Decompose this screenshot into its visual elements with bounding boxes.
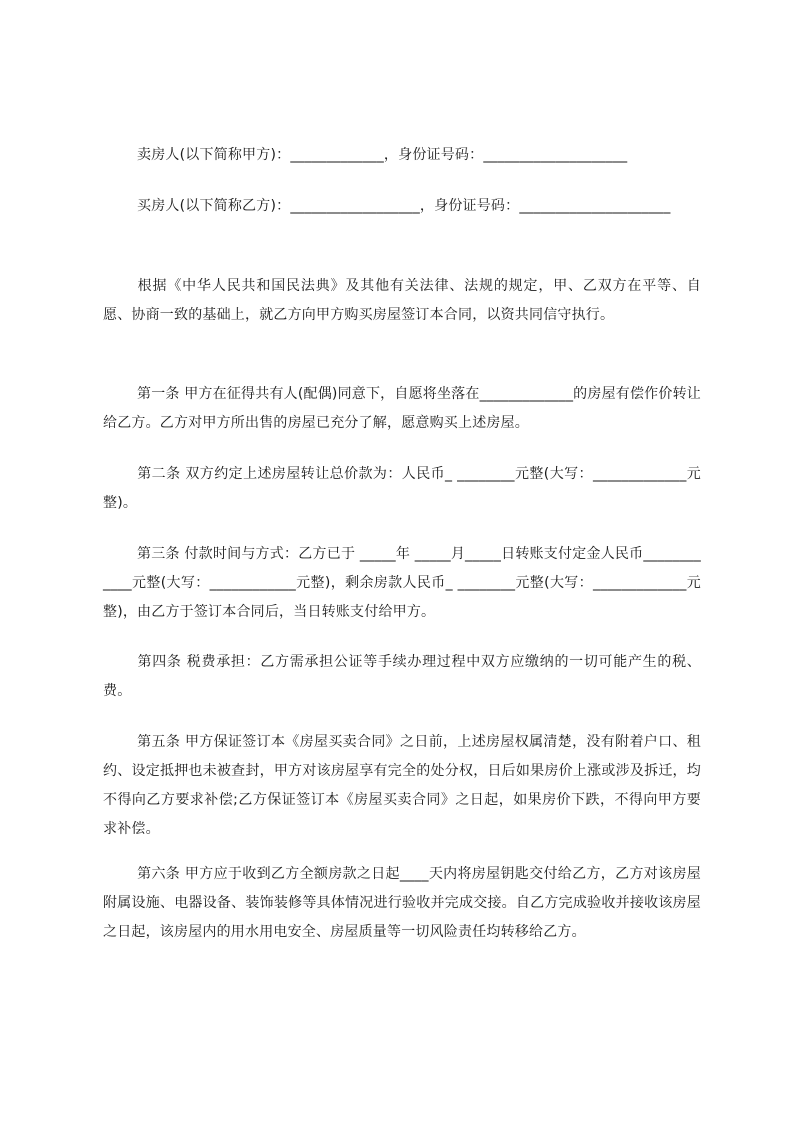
seller-info-text: 卖房人(以下简称甲方)：_____________，身份证号码：____________________	[137, 147, 628, 163]
buyer-info-paragraph	[103, 192, 701, 221]
preamble-text: 根据《中华人民共和国民法典》及其他有关法律、法规的规定，甲、乙双方在平等、自愿、协商一致的基础上，就乙方向甲方购买房屋签订本合同，以资共同信守执行。	[103, 278, 701, 323]
preamble-paragraph	[103, 272, 701, 330]
article-5-text: 第五条 甲方保证签订本《房屋买卖合同》之日前，上述房屋权属清楚，没有附着户口、租约、设定抵押也未被查封，甲方对该房屋享有完全的处分权，日后如果房价上涨或涉及拆迁，均不得向乙方要求补偿;乙方保证签订本《房屋买卖合同》之日起，如果房价下跌，不得向甲方要求补偿。	[103, 734, 701, 837]
article-4-paragraph	[103, 648, 701, 706]
article-2-text: 第二条 双方约定上述房屋转让总价款为：人民币_ ________元整(大写：_____________元整)。	[103, 466, 701, 511]
article-4-text: 第四条 税费承担：乙方需承担公证等手续办理过程中双方应缴纳的一切可能产生的税、费。	[103, 654, 701, 699]
article-1-paragraph	[103, 380, 701, 438]
article-3-text: 第三条 付款时间与方式：乙方已于 _____年 _____月_____日转账支付定金人民币____________元整(大写：____________元整)，剩余房款人民币_ ________元整(大写：_____________元整)，由乙方于签订本合同后，当日转账支付给甲方。	[103, 546, 701, 620]
article-2-paragraph	[103, 460, 701, 518]
article-3-paragraph	[103, 540, 701, 627]
article-6-text: 第六条 甲方应于收到乙方全额房款之日起____天内将房屋钥匙交付给乙方，乙方对该房屋附属设施、电器设备、装饰装修等具体情况进行验收并完成交接。自乙方完成验收并接收该房屋之日起，该房屋内的用水用电安全、房屋质量等一切风险责任均转移给乙方。	[103, 866, 701, 940]
article-1-text: 第一条 甲方在征得共有人(配偶)同意下，自愿将坐落在_____________的房屋有偿作价转让给乙方。乙方对甲方所出售的房屋已充分了解，愿意购买上述房屋。	[103, 386, 701, 431]
article-6-paragraph	[103, 860, 701, 947]
article-5-paragraph	[103, 728, 701, 844]
seller-info-paragraph	[103, 141, 701, 170]
buyer-info-text: 买房人(以下简称乙方)：__________________，身份证号码：_____________________	[137, 198, 671, 214]
